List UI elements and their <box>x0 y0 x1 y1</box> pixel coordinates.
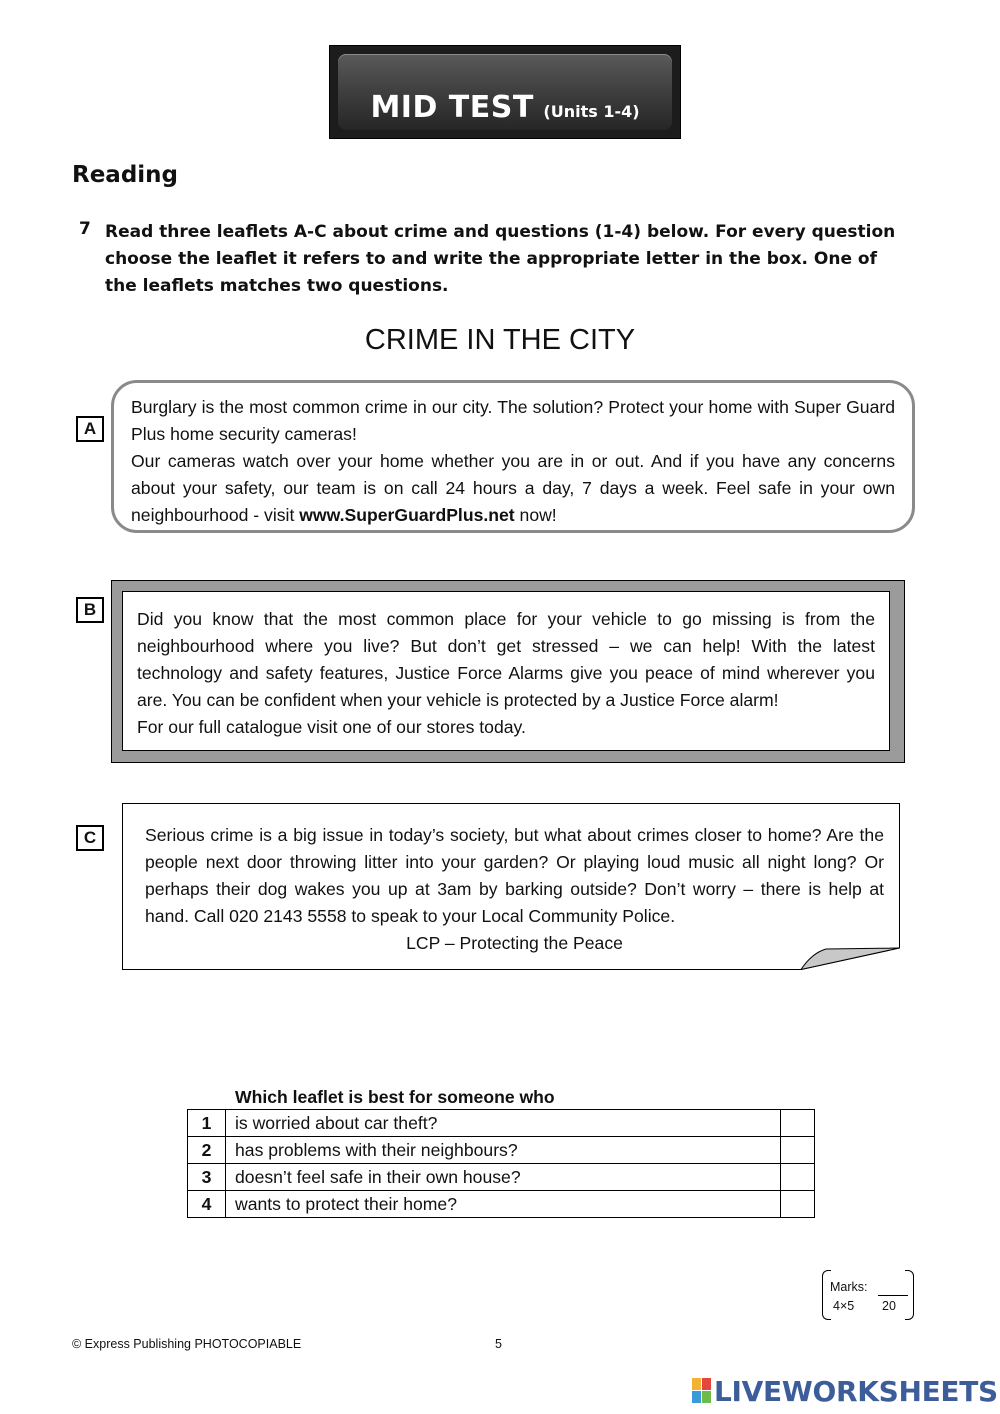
leaflet-c <box>122 803 900 970</box>
liveworksheets-logo <box>692 1374 998 1408</box>
copyright-notice: © Express Publishing PHOTOCOPIABLE <box>72 1337 302 1351</box>
marks-score-line <box>878 1295 908 1296</box>
task-instructions: Read three leaflets A-C about crime and questions (1-4) below. For every question choose the leaflet it refers to and write the appropriate letter in the box. One of the leaflets matches two questions. <box>105 222 896 296</box>
answer-box[interactable] <box>781 1110 815 1137</box>
marks-box <box>822 1270 914 1320</box>
liveworksheets-logo-icon <box>692 1378 712 1404</box>
leaflet-b-text <box>137 606 875 741</box>
leaflet-b-letter: B <box>76 597 104 623</box>
leaflet-b-paragraph-2: For our full catalogue visit one of our stores today. <box>137 717 526 737</box>
leaflet-a <box>111 380 915 533</box>
marks-multiplier: 4×5 <box>833 1299 855 1313</box>
question-number: 4 <box>188 1191 226 1218</box>
question-row <box>188 1110 815 1137</box>
question-row <box>188 1137 815 1164</box>
question-text: has problems with their neighbours? <box>226 1137 781 1164</box>
questions-table <box>187 1109 815 1218</box>
question-number: 3 <box>188 1164 226 1191</box>
answer-box[interactable] <box>781 1191 815 1218</box>
leaflet-b-paragraph-1: Did you know that the most common place for your vehicle to go missing is from the neighbourhood where you live? But don’t get stressed – we can help! With the latest technology and safety features, Justice Force Alarms give you peace of mind wherever you are. You can be confident when your vehicle is protected by a Justice Force alarm! <box>137 609 875 710</box>
leaflet-a-text <box>131 394 895 529</box>
test-title: MID TEST <box>370 90 534 125</box>
leaflet-c-letter: C <box>76 825 104 851</box>
leaflet-a-url: www.SuperGuardPlus.net <box>299 505 515 525</box>
question-text: doesn’t feel safe in their own house? <box>226 1164 781 1191</box>
page-number: 5 <box>495 1337 502 1351</box>
leaflet-a-paragraph-1: Burglary is the most common crime in our city. The solution? Protect your home with Super Guard Plus home security cameras! <box>131 397 895 444</box>
leaflet-c-tagline: LCP – Protecting the Peace <box>406 933 623 953</box>
reading-title: CRIME IN THE CITY <box>364 324 636 356</box>
leaflet-c-text <box>145 822 884 957</box>
section-heading: Reading <box>72 162 179 188</box>
answer-box[interactable] <box>781 1164 815 1191</box>
leaflet-a-paragraph-2: Our cameras watch over your home whether you are in or out. And if you have any concerns about your safety, our team is on call 24 hours a day, 7 days a week. Feel safe in your own neighbourhood - visit <box>131 451 895 525</box>
leaflet-c-paragraph: Serious crime is a big issue in today’s society, but what about crimes closer to home? Are the people next door throwing litter into your garden? Or playing loud music all night long? Or perhaps their dog wakes you up at 3am by barking outside? Don’t worry – there is help at hand. Call 020 2143 5558 to speak to your Local Community Police. <box>145 825 884 926</box>
question-number: 1 <box>188 1110 226 1137</box>
marks-total: 20 <box>882 1299 896 1313</box>
questions-heading: Which leaflet is best for someone who <box>235 1087 555 1107</box>
test-title-banner <box>329 45 681 139</box>
liveworksheets-wordmark: LIVEWORKSHEETS <box>714 1374 998 1408</box>
marks-label: Marks: <box>830 1280 868 1294</box>
question-number: 2 <box>188 1137 226 1164</box>
leaflet-a-paragraph-end: now! <box>514 505 557 525</box>
question-row <box>188 1191 815 1218</box>
leaflet-b <box>111 580 905 763</box>
test-units: (Units 1-4) <box>543 102 640 121</box>
leaflet-a-letter: A <box>76 416 104 442</box>
question-row <box>188 1164 815 1191</box>
question-text: wants to protect their home? <box>226 1191 781 1218</box>
question-text: is worried about car theft? <box>226 1110 781 1137</box>
answer-box[interactable] <box>781 1137 815 1164</box>
task-number: 7 <box>79 219 91 239</box>
